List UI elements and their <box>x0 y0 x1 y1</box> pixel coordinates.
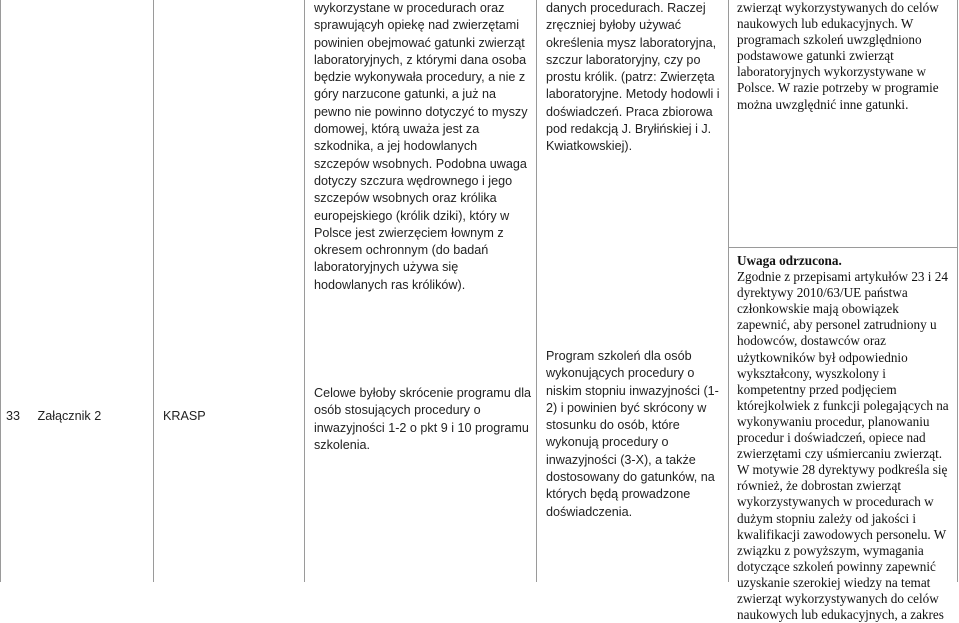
proposal-paragraph: Program szkoleń dla osób wykonujących procedury o niskim stopniu inwazyjności (1-2) i powinien być skrócony w stosunku do osób, które wykonują procedury o inwazyjności (3-X), a także dostosowany do gatunków, na których będą prowadzone doświadczenia. <box>546 349 719 519</box>
row-number-cell <box>6 408 146 425</box>
response-cell-lower <box>737 253 953 623</box>
row-number: 33 <box>6 409 21 423</box>
column-divider <box>728 0 729 582</box>
response-paragraph: Zgodnie z przepisami artykułów 23 i 24 dyrektywy 2010/63/UE państwa członkowskie mają obowiązek zapewnić, aby personel zatrudniony u hodowców, dostawców oraz użytkowników był odpowiednio wykształcony, wyszkolony i kompetentny przed podjęciem którejkolwiek z funkcji polegających na wykonywaniu procedur, planowaniu procedur i doświadczeń, opiece nad zwierzętami czy uśmiercaniu zwierząt. W motywie 28 dyrektywy podkreśla się również, że dobrostan zwierząt wykorzystywanych w procedurach w dużym stopniu zależy od jakości i kwalifikacji zawodowych personelu. W związku z powyższym, wymagania dotyczące szkoleń powinny zapewnić uzyskanie szerokiej wiedzy na temat zwierząt wykorzystywanych do celów naukowych lub edukacyjnych, a zakres <box>737 269 949 623</box>
response-heading: Uwaga odrzucona. <box>737 253 842 268</box>
document-name: Załącznik 2 <box>37 409 102 423</box>
author-name: KRASP <box>163 409 206 423</box>
row-divider <box>728 247 958 248</box>
comment-paragraph: Celowe byłoby skrócenie programu dla osób stosujących procedury o inwazyjności 1-2 o pkt 9 i 10 programu szkolenia. <box>314 386 532 452</box>
comment-paragraph: wykorzystane w procedurach oraz sprawującyh opiekę nad zwierzętami powinien obejmować gatunki zwierząt laboratoryjnych, z którymi dana osoba będzie wykonywała procedury, a nie z góry narzucone gatunki, a już na pewno nie powinno dotyczyć to myszy domowej, którą uważa jest za szkodnika, a jej hodowlanych szczepów wsobnych. Podobna uwaga dotyczy szczura wędrownego i jego szczepów wsobnych oraz królika europejskiego (królik dziki), który w Polsce jest zwierzęciem łownym z okresem ochronnym (do badań laboratoryjnych używa się hodowlanych ras królików). <box>314 1 528 292</box>
column-divider <box>536 0 537 582</box>
column-divider <box>304 0 305 582</box>
response-paragraph: zwierząt wykorzystywanych do celów naukowych lub edukacyjnych. W programach szkoleń uwzględniono podstawowe gatunki zwierząt laboratoryjnych wykorzystywane w Polsce. W razie potrzeby w programie można uwzględnić inne gatunki. <box>737 0 939 112</box>
response-cell <box>737 0 953 113</box>
comment-cell-lower <box>314 385 532 454</box>
column-divider <box>153 0 154 582</box>
proposal-cell-lower <box>546 348 726 521</box>
comment-cell <box>314 0 532 294</box>
author-cell <box>163 408 293 425</box>
proposal-paragraph: danych procedurach. Raczej zręczniej byłoby używać określenia mysz laboratoryjna, szczur laboratoryjny, czy po prostu królik. (patrz: Zwierzęta laboratoryjne. Metody hodowli i doświadczeń. Praca zbiorowa pod redakcją J. Bryłińskiej i J. Kwiatkowskiej). <box>546 1 720 154</box>
proposal-cell <box>546 0 726 156</box>
table-border-left <box>0 0 1 582</box>
table-border-right <box>957 0 958 582</box>
